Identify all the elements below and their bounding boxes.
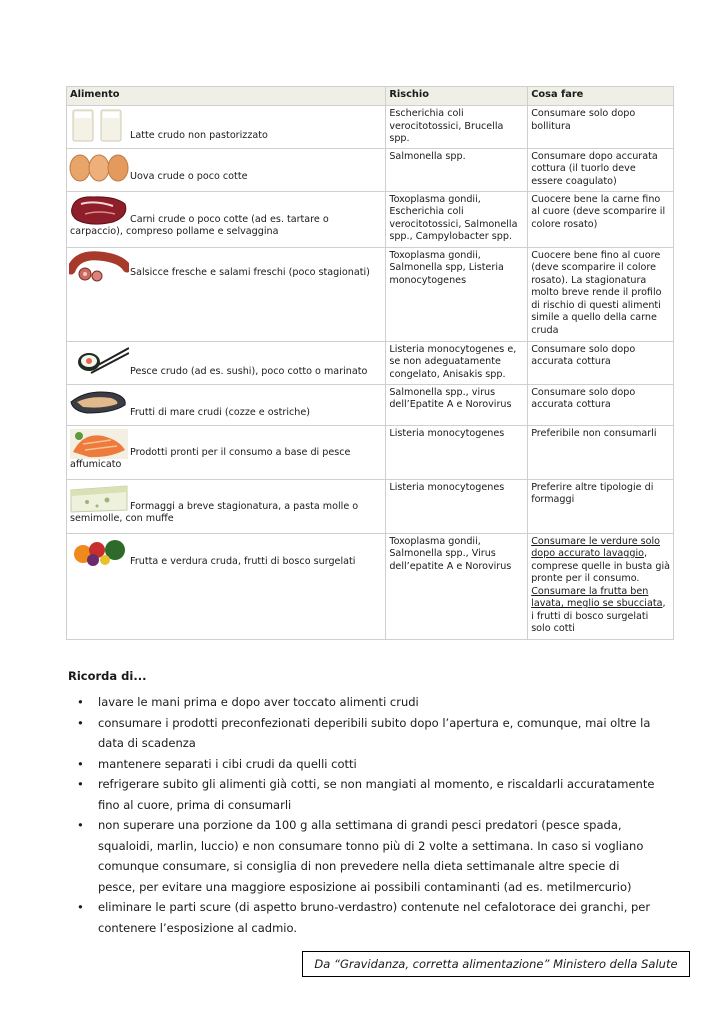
table-row [67,425,674,479]
alimento-label: Carni crude o poco cotte (ad es. tartare o carpaccio), compreso pollame e selvaggina [70,213,329,237]
list-item-text: eliminare le parti scure (di aspetto bruno-verdastro) contenute nel cefalotorace dei granchi, per contenere l’esposizione al cadmio. [98,900,651,935]
rischio-cell: Listeria monocytogenes [386,425,528,479]
alimento-cell [67,425,386,479]
cosa-fare-cell: Consumare solo dopo bollitura [528,106,674,149]
header-cosa-fare: Cosa fare [528,87,674,106]
meat-icon [69,194,127,224]
alimento-label: Uova crude o poco cotte [130,170,248,182]
cosa-fare-text-1: , comprese quelle in busta già pronte per il consumo. [531,548,670,584]
sushi-icon [69,344,127,374]
list-item [77,713,657,754]
cosa-fare-cell: Consumare solo dopo accurata cottura [528,341,674,384]
alimento-cell [67,191,386,247]
bullet-icon: • [77,818,84,832]
cosa-fare-underlined-1: Consumare le verdure solo dopo accurato lavaggio [531,535,661,559]
rischio-cell: Listeria monocytogenes [386,479,528,533]
alimento-label: Formaggi a breve stagionatura, a pasta molle o semimolle, con muffe [70,500,359,524]
rischio-cell: Listeria monocytogenes e, se non adeguatamente congelato, Anisakis spp. [386,341,528,384]
alimento-cell [67,106,386,149]
list-item-text: lavare le mani prima e dopo aver toccato alimenti crudi [98,695,419,709]
list-item-text: non superare una porzione da 100 g alla settimana di grandi pesci predatori (pesce spada, squaloidi, marlin, luccio) e non consumare tonno più di 2 volte a settimana. In caso si vogliano comunque consumare, si consiglia di non prevedere nella dieta settimanale altre specie di pesce, per evitare una maggiore esposizione ai possibili contaminanti (ad es. metilmercurio) [98,818,644,894]
alimento-label: Frutti di mare crudi (cozze e ostriche) [130,406,311,418]
table-row [67,106,674,149]
list-item-text: consumare i prodotti preconfezionati deperibili subito dopo l’apertura e, comunque, mai oltre la data di scadenza [98,715,651,750]
rischio-cell: Toxoplasma gondii, Escherichia coli verocitotossici, Salmonella spp., Campylobacter spp. [386,191,528,247]
alimento-label: Salsicce fresche e salami freschi (poco stagionati) [130,266,370,278]
table-row [67,384,674,425]
bullet-icon: • [77,695,84,709]
cosa-fare-text-2: , i frutti di bosco surgelati solo cotti [531,598,666,634]
list-item-text: refrigerare subito gli alimenti già cotti, se non mangiati al momento, e riscaldarli accuratamente fino al cuore, prima di consumarli [98,777,655,812]
bullet-icon: • [77,756,84,771]
food-risk-table [66,86,674,640]
fruit-vegetables-icon [69,536,127,566]
cosa-fare-cell: Cuocere bene la carne fino al cuore (deve scomparire il colore rosato) [528,191,674,247]
rischio-cell: Salmonella spp., virus dell’Epatite A e Norovirus [386,384,528,425]
list-item-text: mantenere separati i cibi crudi da quelli cotti [98,756,357,771]
table-row [67,533,674,639]
ricorda-list [77,692,657,938]
table-header-row [67,87,674,106]
rischio-cell: Salmonella spp. [386,148,528,191]
bullet-icon: • [77,900,84,914]
smoked-fish-icon [69,428,127,458]
bullet-icon: • [77,777,84,791]
rischio-cell: Toxoplasma gondii, Salmonella spp, Listeria monocytogenes [386,247,528,341]
ricorda-title: Ricorda di... [68,669,147,683]
source-citation: Da “Gravidanza, corretta alimentazione” Ministero della Salute [302,951,690,977]
alimento-label: Pesce crudo (ad es. sushi), poco cotto o marinato [130,365,368,377]
sausage-icon [69,250,127,280]
mussel-icon [69,387,127,417]
milk-icon [69,108,127,138]
header-rischio: Rischio [386,87,528,106]
header-alimento: Alimento [67,87,386,106]
cosa-fare-underlined-2: Consumare la frutta ben lavata, meglio se sbucciata [531,585,663,609]
bullet-icon: • [77,715,84,730]
table-row [67,191,674,247]
list-item [77,692,657,713]
list-item [77,754,657,775]
alimento-label: Frutta e verdura cruda, frutti di bosco surgelati [130,555,356,567]
list-item [77,774,657,815]
alimento-cell [67,533,386,639]
cheese-icon [69,482,127,512]
cosa-fare-cell: Consumare solo dopo accurata cottura [528,384,674,425]
cosa-fare-cell: Preferire altre tipologie di formaggi [528,479,674,533]
alimento-label: Prodotti pronti per il consumo a base di pesce affumicato [70,446,351,470]
alimento-cell [67,341,386,384]
cosa-fare-cell: Consumare dopo accurata cottura (il tuorlo deve essere coagulato) [528,148,674,191]
alimento-cell [67,384,386,425]
rischio-cell: Escherichia coli verocitotossici, Brucella spp. [386,106,528,149]
alimento-cell [67,479,386,533]
cosa-fare-cell: Cuocere bene fino al cuore (deve scomparire il colore rosato). La stagionatura molto breve rende il profilo di rischio di questi alimenti simile a quello della carne cruda [528,247,674,341]
alimento-label: Latte crudo non pastorizzato [130,130,268,141]
list-item [77,815,657,897]
alimento-cell [67,247,386,341]
rischio-cell: Toxoplasma gondii, Salmonella spp., Virus dell’epatite A e Norovirus [386,533,528,639]
cosa-fare-cell: Preferibile non consumarli [528,425,674,479]
table-row [67,148,674,191]
eggs-icon [69,151,127,181]
cosa-fare-cell [528,533,674,639]
table-row [67,479,674,533]
table-row [67,247,674,341]
alimento-cell [67,148,386,191]
table-row [67,341,674,384]
list-item [77,897,657,938]
